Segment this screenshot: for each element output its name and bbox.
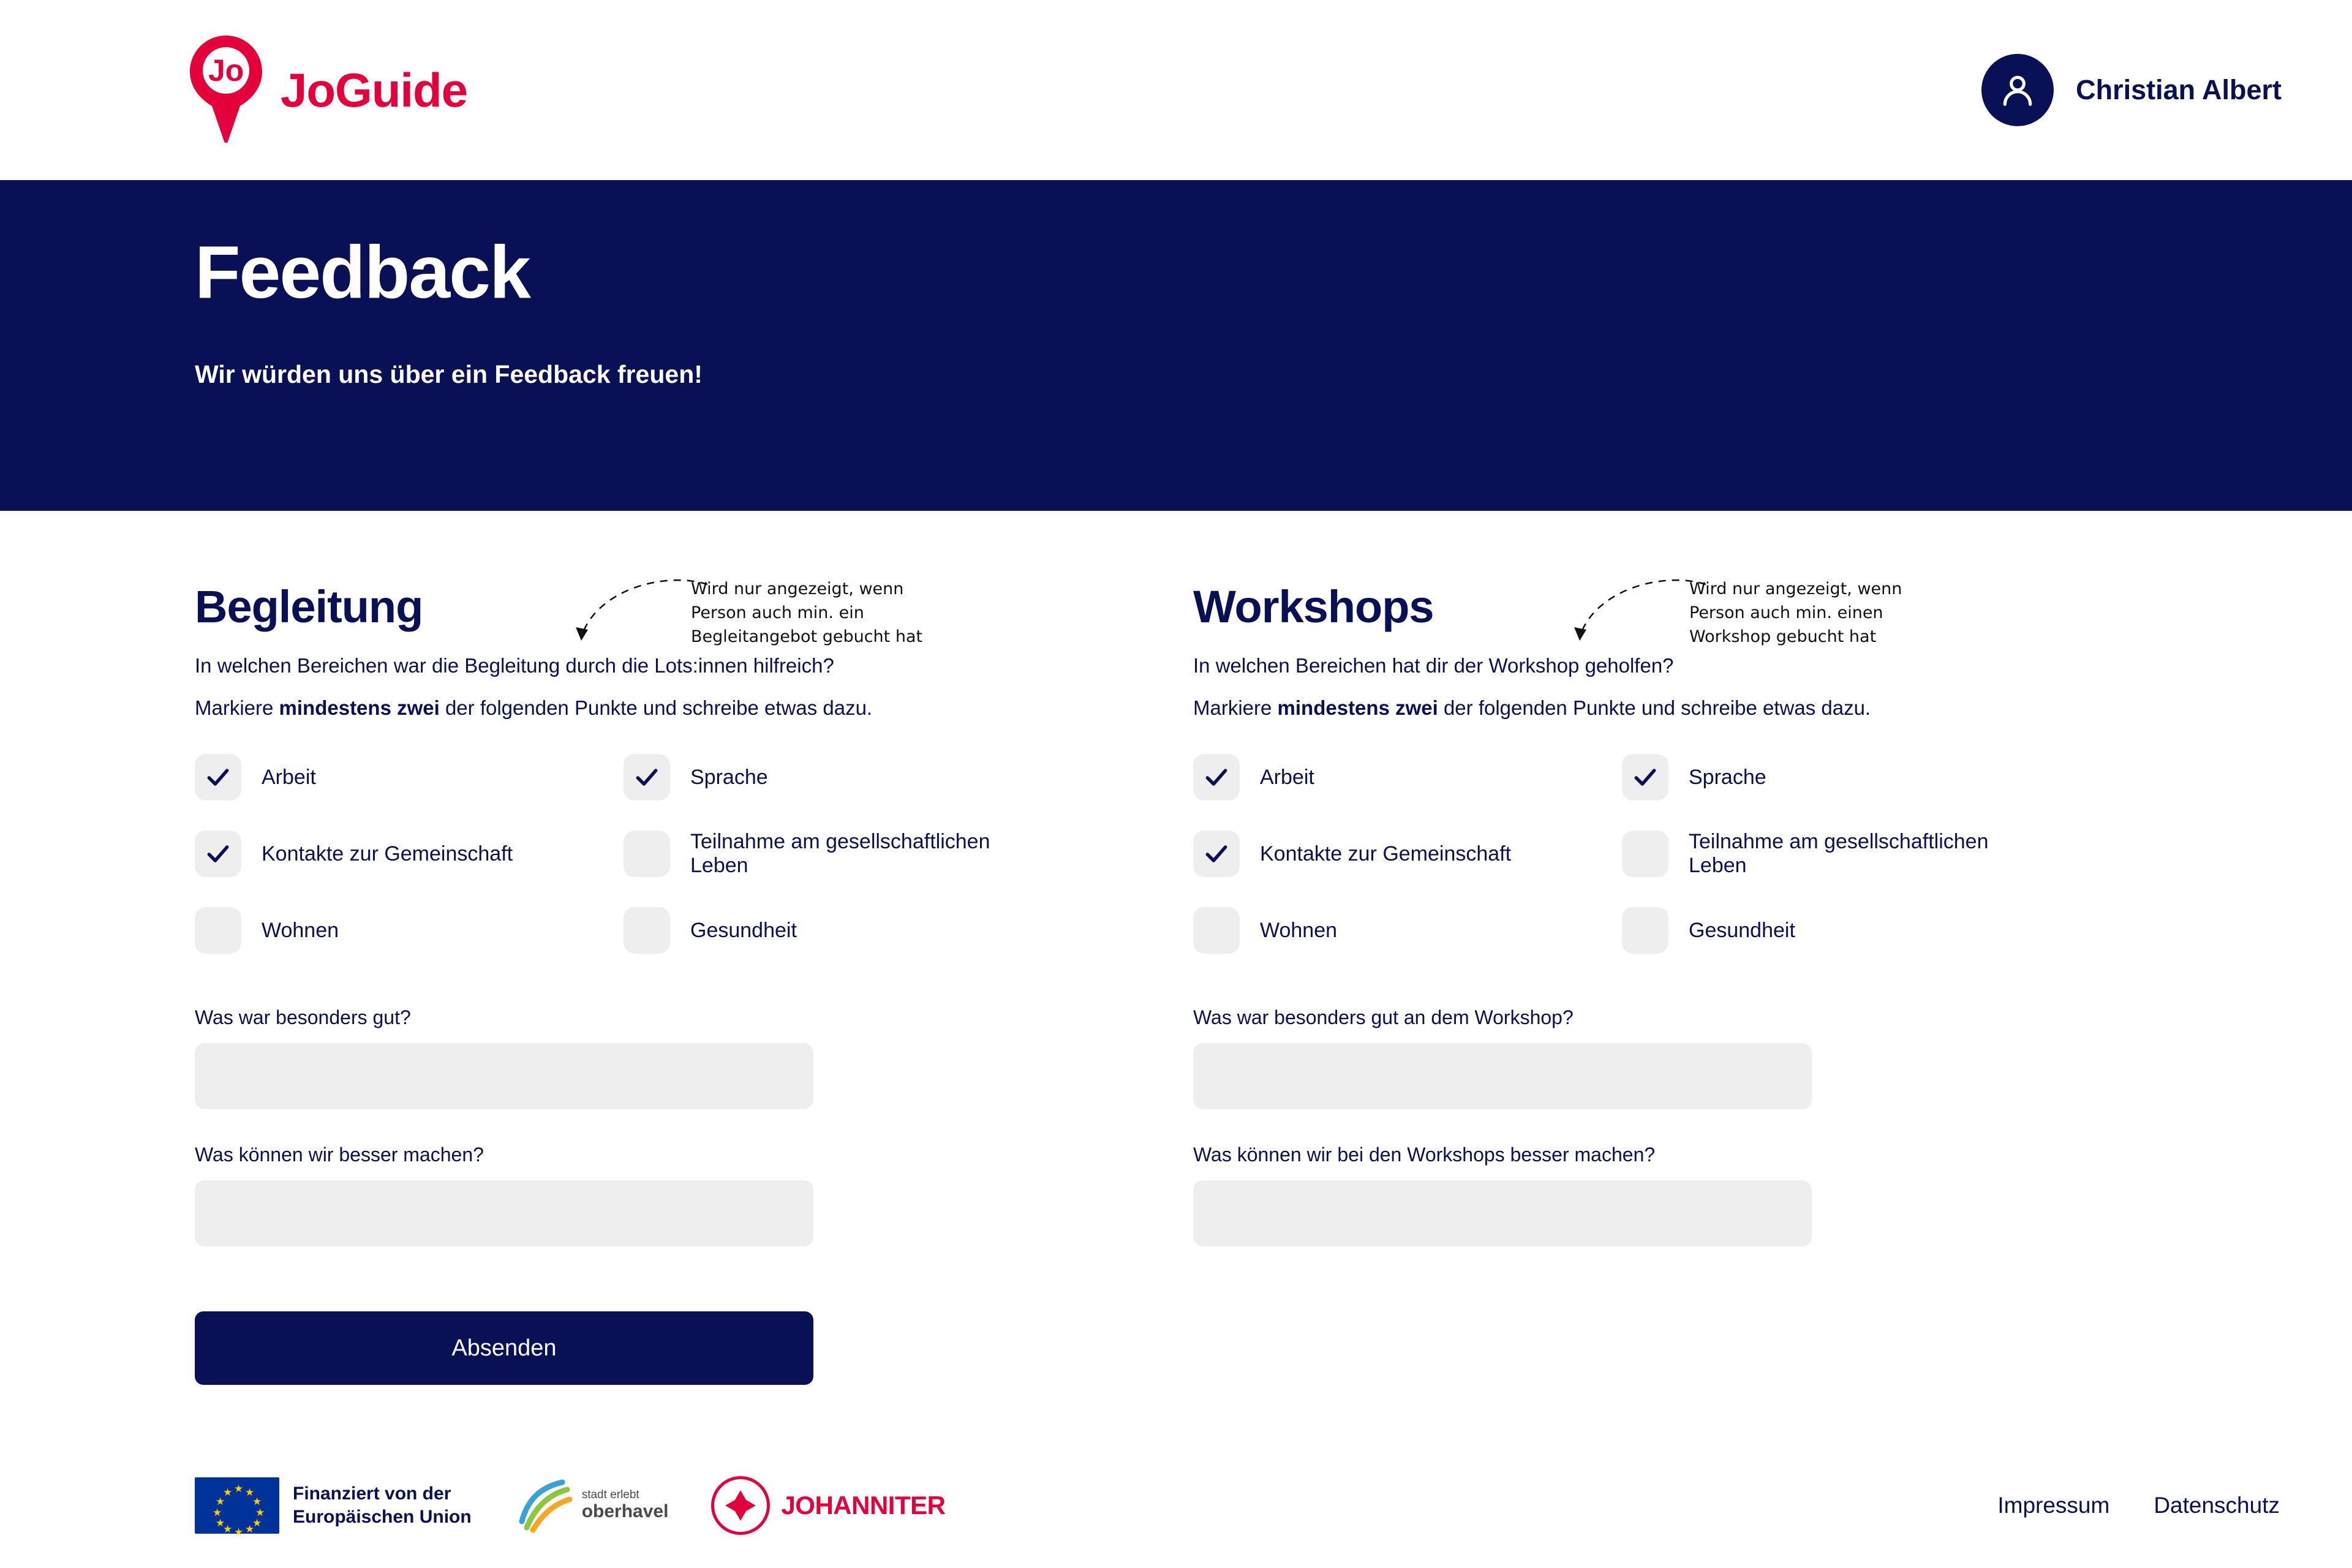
checkbox-item[interactable] [624,830,1046,878]
user-name: Christian Albert [2076,74,2282,105]
checkbox-label: Sprache [1689,765,1766,789]
oberhavel-text [582,1489,669,1522]
page-hero [0,180,2352,511]
checkbox-item[interactable] [195,830,624,878]
checkbox-label: Kontakte zur Gemeinschaft [1260,842,1512,865]
page-title: Feedback [195,230,530,314]
input-was-war-gut[interactable] [195,1043,813,1109]
instruction-begleitung [195,694,1046,722]
checkbox-kontakte-2[interactable] [1193,831,1240,877]
user-menu[interactable] [1981,54,2282,126]
checkbox-sprache-1[interactable] [624,754,670,801]
field-label-gut-1: Was war besonders gut? [195,1006,411,1029]
checkbox-arbeit-2[interactable] [1193,754,1240,801]
brand-logo[interactable] [190,36,467,145]
oberhavel-name: oberhavel [581,1501,669,1522]
footer-link-impressum[interactable]: Impressum [1997,1492,2110,1518]
feedback-form [0,511,2352,1385]
instruction-post-1: der folgenden Punkte und schreibe etwas dazu. [439,696,873,720]
instruction-bold-2: mindestens zwei [1277,696,1438,720]
checkbox-label: Arbeit [262,765,316,789]
section-header-begleitung [195,548,1046,652]
user-avatar-icon[interactable] [1981,54,2054,126]
checkbox-teilnahme-2[interactable] [1622,831,1668,877]
eu-line-1: Finanziert von der [293,1483,451,1504]
johanniter-logo [711,1476,945,1535]
checkbox-wohnen-2[interactable] [1193,907,1240,954]
footer-logos [195,1476,946,1538]
app-header [0,0,2352,180]
input-was-besser[interactable] [195,1180,813,1246]
checkbox-label: Arbeit [1260,765,1314,789]
svg-text:Jo: Jo [208,53,244,88]
annotation-workshops: Wird nur angezeigt, wenn Person auch min. einen Workshop gebucht hat [1689,579,1902,647]
checkbox-item[interactable] [624,754,1046,801]
page-subtitle: Wir würden uns über ein Feedback freuen! [195,360,703,389]
instruction-workshops [1193,694,2045,722]
checkbox-item[interactable] [1622,907,2045,954]
checkbox-item[interactable] [624,907,1046,954]
brand-name: JoGuide [281,62,468,117]
checkbox-label: Gesundheit [1689,918,1795,942]
checkbox-label: Teilnahme am gesellschaftlichen Leben [690,830,990,878]
checkbox-label: Gesundheit [690,918,797,942]
section-title-begleitung: Begleitung [195,581,423,632]
johanniter-cross-icon [711,1476,770,1535]
instruction-post-2: der folgenden Punkte und schreibe etwas dazu. [1438,696,1871,720]
footer-link-datenschutz[interactable]: Datenschutz [2154,1492,2280,1518]
checkbox-kontakte-1[interactable] [195,831,241,877]
checkbox-item[interactable] [1622,830,2045,878]
section-workshops [1193,511,2045,1385]
field-label-gut-2: Was war besonders gut an dem Workshop? [1193,1006,1574,1029]
field-label-besser-2: Was können wir bei den Workshops besser machen? [1193,1144,1656,1166]
checkbox-label: Sprache [690,765,768,789]
checkbox-label: Teilnahme am gesellschaftlichen Leben [1689,830,1989,878]
checkbox-group-workshops [1193,754,2045,954]
eu-funding-logo [195,1477,472,1538]
checkbox-item[interactable] [1193,754,1622,801]
section-begleitung [195,511,1046,1385]
checkbox-label: Kontakte zur Gemeinschaft [262,842,513,865]
checkbox-wohnen-1[interactable] [195,907,241,954]
oberhavel-claim: stadt erlebt [581,1488,639,1501]
oberhavel-mark-icon [514,1476,573,1535]
checkbox-item[interactable] [195,754,624,801]
eu-funding-text [293,1482,472,1528]
checkbox-label: Wohnen [262,918,339,942]
johanniter-name: JOHANNITER [781,1490,946,1520]
checkbox-arbeit-1[interactable] [195,754,241,801]
field-label-besser-1: Was können wir besser machen? [195,1144,484,1166]
section-title-workshops: Workshops [1193,581,1434,632]
oberhavel-logo [514,1476,669,1535]
page-footer [0,1442,2352,1568]
checkbox-item[interactable] [195,907,624,954]
checkbox-item[interactable] [1622,754,2045,801]
annotation-begleitung: Wird nur angezeigt, wenn Person auch min. ein Begleitangebot gebucht hat [691,579,923,647]
instruction-pre-1: Markiere [195,696,279,720]
footer-links [1997,1493,2280,1518]
checkbox-gesundheit-2[interactable] [1622,907,1668,954]
checkbox-teilnahme-1[interactable] [624,831,670,877]
checkbox-gesundheit-1[interactable] [624,907,670,954]
input-workshop-besser[interactable] [1193,1180,1812,1246]
eu-line-2: Europäischen Union [293,1506,472,1527]
question-workshops: In welchen Bereichen hat dir der Workshop geholfen? [1193,654,1674,677]
map-pin-icon [190,36,262,145]
submit-button[interactable]: Absenden [195,1311,813,1385]
checkbox-sprache-2[interactable] [1622,754,1668,801]
input-workshop-gut[interactable] [1193,1043,1812,1109]
checkbox-item[interactable] [1193,907,1622,954]
checkbox-item[interactable] [1193,830,1622,878]
question-begleitung: In welchen Bereichen war die Begleitung durch die Lots:innen hilfreich? [195,654,834,677]
checkbox-group-begleitung [195,754,1046,954]
instruction-pre-2: Markiere [1193,696,1278,720]
instruction-bold-1: mindestens zwei [279,696,440,720]
section-header-workshops [1193,548,2045,652]
checkbox-label: Wohnen [1260,918,1338,942]
eu-flag-icon: ★ ★ ★ ★ ★ ★ ★ ★ ★ ★ ★ ★ [195,1477,279,1534]
